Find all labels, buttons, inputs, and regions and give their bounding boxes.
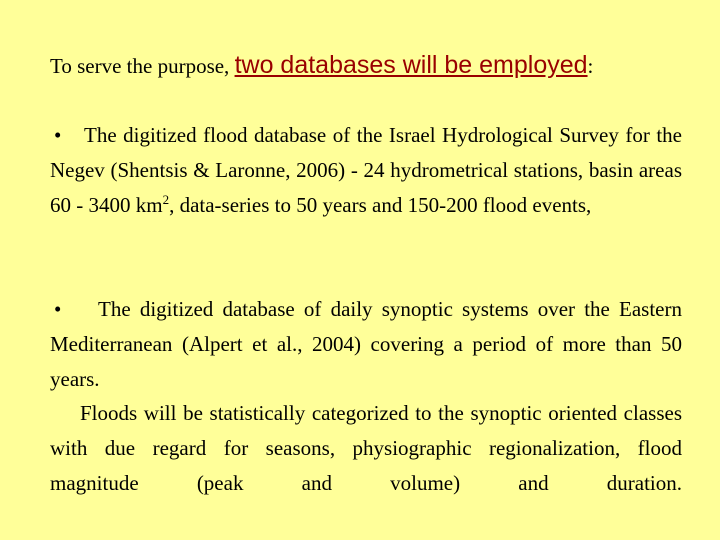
- intro-end: :: [587, 54, 594, 78]
- bullet-item-flood-database: [50, 118, 682, 223]
- bullet-icon: •: [54, 123, 62, 147]
- bullet-text: The digitized database of daily synoptic systems over the Eastern Mediterranean (Alpert et al., 2004) covering a period of more than 50 years.: [50, 297, 682, 391]
- bullet-text-part-2: , data-series to 50 years and 150-200 flood events,: [169, 193, 592, 217]
- bullet-text-part-1: The digitized flood database of the Israel Hydrological Survey for the Negev (Shentsis & Laronne, 2006) - 24 hydrometrical stations, basin areas 60 - 3400 km: [50, 123, 682, 217]
- bullet-item-synoptic-database: [50, 292, 682, 397]
- intro-emphasis: two databases will be employed: [234, 51, 588, 79]
- intro-line: [50, 48, 690, 83]
- intro-lead: To serve the purpose,: [50, 54, 235, 78]
- superscript-2: 2: [162, 192, 170, 207]
- bullet-icon: •: [54, 297, 62, 321]
- closing-paragraph: Floods will be statistically categorized to the synoptic oriented classes with due regard for seasons, physiographic regionalization, flood magnitude (peak and volume) and duration.: [50, 401, 682, 495]
